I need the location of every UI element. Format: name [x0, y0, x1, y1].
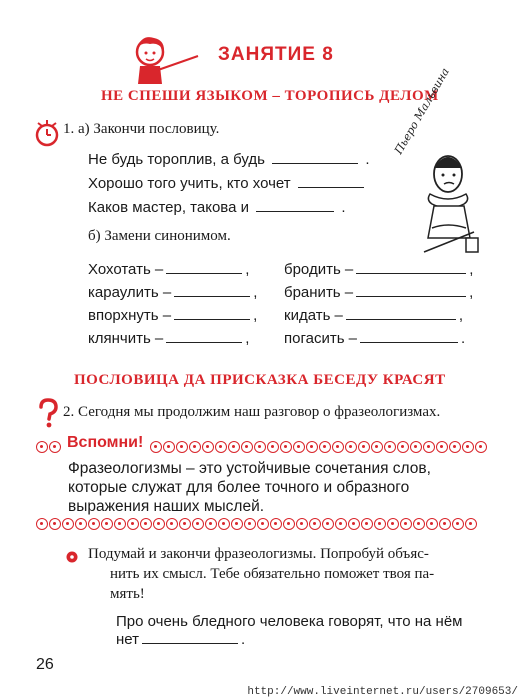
- answer-blank[interactable]: [142, 642, 238, 644]
- synonym-item: кидать – ,: [284, 307, 464, 324]
- task1-number: 1.: [63, 121, 75, 137]
- proverb-line: Каков мастер, такова и .: [88, 199, 346, 216]
- synonym-item: впорхнуть – ,: [88, 307, 258, 324]
- task1-part-b-label: б) Замени синонимом.: [88, 228, 231, 244]
- answer-blank[interactable]: [360, 341, 458, 343]
- answer-blank[interactable]: [356, 272, 466, 274]
- answer-blank[interactable]: [272, 162, 358, 164]
- answer-blank[interactable]: [174, 318, 250, 320]
- answer-blank[interactable]: [166, 272, 242, 274]
- question-mark-icon: [36, 398, 60, 428]
- decorative-border-top: [150, 439, 494, 453]
- decorative-border-top: [36, 439, 66, 453]
- lesson-title: ЗАНЯТИЕ 8: [218, 44, 334, 65]
- task3-question-line2: нет .: [116, 631, 246, 648]
- page-number: 26: [36, 656, 54, 673]
- task3-line: мять!: [110, 586, 145, 602]
- synonym-item: клянчить – ,: [88, 330, 250, 347]
- task2-text: 2. Сегодня мы продолжим наш разговор о фразеологизмах.: [63, 404, 441, 420]
- decorative-border-bottom: [36, 516, 494, 530]
- illustration-caption: Пьеро Мальвина: [392, 65, 452, 157]
- task3-line: нить их смысл. Тебе обязательно поможет твоя па-: [110, 566, 435, 582]
- remember-line: выражения наших мыслей.: [68, 498, 265, 515]
- synonym-item: Хохотать – ,: [88, 261, 250, 278]
- remember-line: Фразеологизмы – это устойчивые сочетания слов,: [68, 460, 431, 477]
- answer-blank[interactable]: [166, 341, 242, 343]
- watermark-url: http://www.liveinternet.ru/users/2709653/: [247, 686, 518, 698]
- answer-blank[interactable]: [174, 295, 250, 297]
- girl-pointer-illustration: [128, 30, 200, 86]
- task3-question-line1: Про очень бледного человека говорят, что на нём: [116, 613, 463, 630]
- remember-label: Вспомни!: [67, 434, 144, 451]
- answer-blank[interactable]: [356, 295, 466, 297]
- section2-heading: ПОСЛОВИЦА ДА ПРИСКАЗКА БЕСЕДУ КРАСЯТ: [74, 372, 446, 388]
- pierrot-illustration: [404, 128, 486, 258]
- task1-header: [63, 121, 219, 138]
- synonym-item: бранить – ,: [284, 284, 474, 301]
- bullet-icon: [66, 550, 78, 562]
- section1-heading: НЕ СПЕШИ ЯЗЫКОМ – ТОРОПИСЬ ДЕЛОМ: [101, 88, 439, 104]
- task1-part-a-label: а) Закончи пословицу.: [78, 121, 220, 137]
- synonym-item: погасить – .: [284, 330, 466, 347]
- synonym-item: бродить – ,: [284, 261, 474, 278]
- synonym-item: караулить – ,: [88, 284, 258, 301]
- alarm-clock-icon: [34, 118, 60, 148]
- proverb-line: Хорошо того учить, кто хочет: [88, 175, 367, 192]
- answer-blank[interactable]: [256, 210, 334, 212]
- answer-blank[interactable]: [346, 318, 456, 320]
- task3-line: Подумай и закончи фразеологизмы. Попробуй объяс-: [88, 546, 429, 562]
- remember-line: которые служат для более точного и образного: [68, 479, 410, 496]
- answer-blank[interactable]: [298, 186, 364, 188]
- proverb-line: Не будь тороплив, а будь .: [88, 151, 370, 168]
